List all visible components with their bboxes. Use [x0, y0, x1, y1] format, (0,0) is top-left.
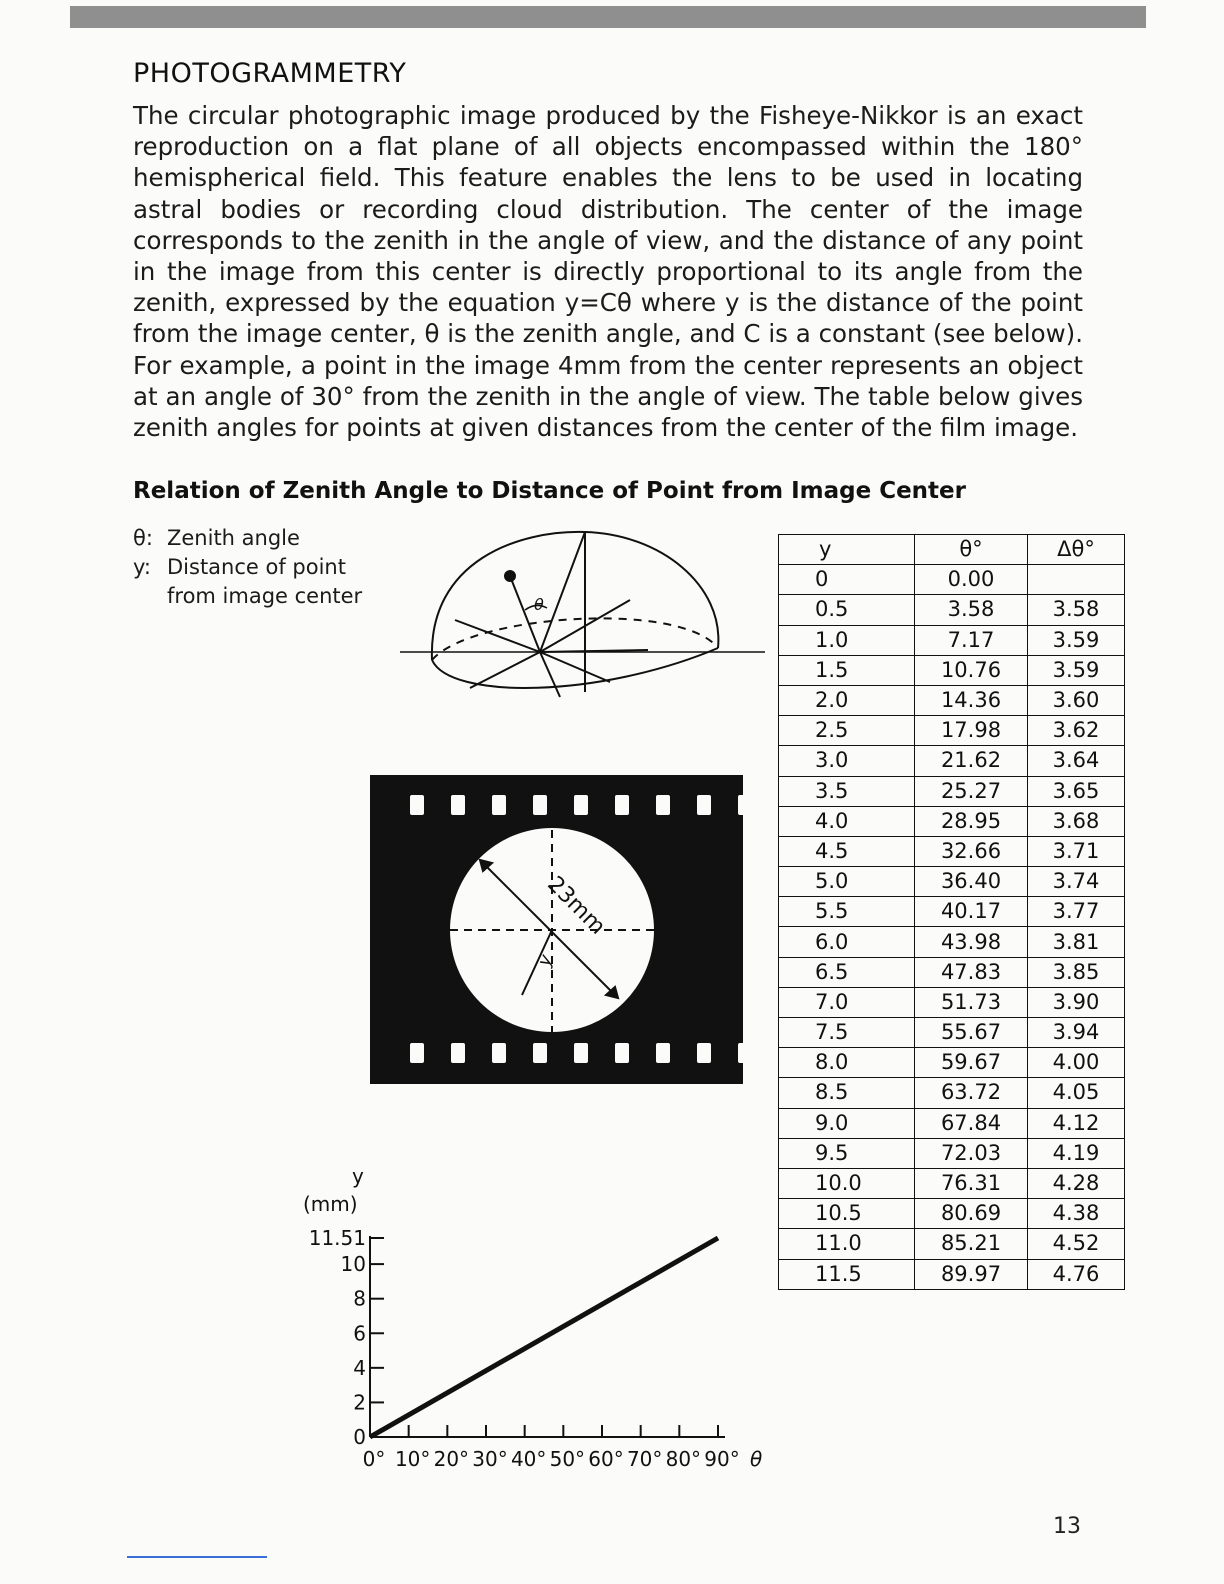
table-row: [779, 1108, 1125, 1138]
film-perforation: [738, 1043, 752, 1063]
cell-y: 5.5: [779, 897, 915, 927]
table-row: [779, 1078, 1125, 1108]
cell-y: 10.5: [779, 1199, 915, 1229]
cell-theta: 47.83: [915, 957, 1028, 987]
cell-theta: 76.31: [915, 1168, 1028, 1198]
footer-rule: [127, 1556, 267, 1558]
cell-theta: 36.40: [915, 867, 1028, 897]
film-perforation: [697, 1043, 711, 1063]
film-23mm-label: 23mm: [542, 871, 611, 940]
cell-theta: 80.69: [915, 1199, 1028, 1229]
cell-y: 7.0: [779, 987, 915, 1017]
cell-theta: 67.84: [915, 1108, 1028, 1138]
cell-delta-theta: 3.81: [1028, 927, 1125, 957]
film-frame: [370, 775, 752, 1084]
cell-y: 1.0: [779, 625, 915, 655]
cell-y: 0: [779, 565, 915, 595]
cell-delta-theta: 4.00: [1028, 1048, 1125, 1078]
cell-y: 11.5: [779, 1259, 915, 1289]
chart-y-tick-label: 6: [353, 1321, 366, 1346]
section-subheading: Relation of Zenith Angle to Distance of Point from Image Center: [133, 478, 966, 504]
cell-theta: 3.58: [915, 595, 1028, 625]
cell-delta-theta: 3.77: [1028, 897, 1125, 927]
cell-y: 8.5: [779, 1078, 915, 1108]
column-header-y: y: [779, 535, 915, 565]
table-row: [779, 565, 1125, 595]
cell-delta-theta: 4.76: [1028, 1259, 1125, 1289]
chart-y-tick-label: 2: [353, 1390, 366, 1415]
cell-theta: 7.17: [915, 625, 1028, 655]
film-perforation: [451, 1043, 465, 1063]
cell-theta: 10.76: [915, 655, 1028, 685]
table-row: [779, 655, 1125, 685]
zenith-angle-table: [778, 534, 1125, 1290]
cell-delta-theta: 3.71: [1028, 836, 1125, 866]
film-perforation: [697, 795, 711, 815]
film-perforation: [656, 795, 670, 815]
cell-theta: 17.98: [915, 716, 1028, 746]
film-perforation: [574, 795, 588, 815]
hemisphere-theta-label: θ: [534, 595, 544, 614]
cell-theta: 55.67: [915, 1018, 1028, 1048]
film-perforation: [492, 1043, 506, 1063]
cell-delta-theta: 4.05: [1028, 1078, 1125, 1108]
film-perforation: [410, 1043, 424, 1063]
cell-y: 3.5: [779, 776, 915, 806]
cell-y: 0.5: [779, 595, 915, 625]
cell-delta-theta: 3.85: [1028, 957, 1125, 987]
cell-theta: 63.72: [915, 1078, 1028, 1108]
cell-y: 10.0: [779, 1168, 915, 1198]
table-row: [779, 776, 1125, 806]
film-perforation: [410, 795, 424, 815]
film-perforation: [533, 1043, 547, 1063]
cell-theta: 40.17: [915, 897, 1028, 927]
cell-delta-theta: 3.60: [1028, 685, 1125, 715]
legend-theta-text: Zenith angle: [167, 526, 300, 550]
chart-x-tick-label: 0°: [362, 1447, 386, 1471]
cell-delta-theta: 3.68: [1028, 806, 1125, 836]
chart-x-tick-label: 30°: [472, 1447, 508, 1471]
chart-x-tick-label: 90°: [704, 1447, 740, 1471]
cell-delta-theta: 3.62: [1028, 716, 1125, 746]
cell-theta: 85.21: [915, 1229, 1028, 1259]
cell-y: 8.0: [779, 1048, 915, 1078]
chart-y-tick-label: 8: [353, 1286, 366, 1311]
cell-delta-theta: [1028, 565, 1125, 595]
table-row: [779, 1018, 1125, 1048]
cell-y: 5.0: [779, 867, 915, 897]
cell-delta-theta: 4.28: [1028, 1168, 1125, 1198]
table-row: [779, 1229, 1125, 1259]
cell-y: 9.5: [779, 1138, 915, 1168]
legend-theta-symbol: θ:: [133, 526, 153, 550]
cell-y: 2.0: [779, 685, 915, 715]
cell-theta: 25.27: [915, 776, 1028, 806]
cell-theta: 14.36: [915, 685, 1028, 715]
film-perforation: [615, 1043, 629, 1063]
chart-y-tick-label: 10: [340, 1252, 366, 1277]
cell-y: 6.0: [779, 927, 915, 957]
zenith-line-chart: [303, 1164, 762, 1471]
chart-x-tick-label: 50°: [549, 1447, 586, 1471]
film-perforation: [656, 1043, 670, 1063]
cell-delta-theta: 3.65: [1028, 776, 1125, 806]
cell-delta-theta: 4.38: [1028, 1199, 1125, 1229]
table-row: [779, 1199, 1125, 1229]
cell-theta: 89.97: [915, 1259, 1028, 1289]
chart-x-tick-label: 10°: [394, 1447, 431, 1471]
table-row: [779, 1138, 1125, 1168]
film-perforation: [574, 1043, 588, 1063]
cell-theta: 72.03: [915, 1138, 1028, 1168]
cell-y: 9.0: [779, 1108, 915, 1138]
chart-ylabel-unit: (mm): [303, 1192, 358, 1216]
chart-y-tick-label: 4: [353, 1355, 366, 1380]
table-row: [779, 1048, 1125, 1078]
cell-theta: 0.00: [915, 565, 1028, 595]
cell-delta-theta: 3.58: [1028, 595, 1125, 625]
cell-y: 1.5: [779, 655, 915, 685]
cell-y: 4.0: [779, 806, 915, 836]
table-row: [779, 746, 1125, 776]
cell-theta: 32.66: [915, 836, 1028, 866]
table-header-row: [779, 535, 1125, 565]
cell-y: 2.5: [779, 716, 915, 746]
cell-y: 4.5: [779, 836, 915, 866]
table-row: [779, 1168, 1125, 1198]
film-perforation: [738, 795, 752, 815]
cell-delta-theta: 3.74: [1028, 867, 1125, 897]
cell-delta-theta: 3.90: [1028, 987, 1125, 1017]
legend-y-text: Distance of point: [167, 555, 346, 579]
table-row: [779, 957, 1125, 987]
cell-theta: 21.62: [915, 746, 1028, 776]
table-row: [779, 927, 1125, 957]
body-paragraph: The circular photographic image produced by the Fisheye-Nikkor is an exact reproduction on a flat plane of all objects encompassed within the 180° hemispherical field. This feature enables the lens to be used in locating astral bodies or recording cloud distribution. The center of the image corresponds to the zenith in the angle of view, and the distance of any point in the image from this center is directly proportional to its angle from the zenith, expressed by the equation y=Cθ where y is the distance of the point from the image center, θ is the zenith angle, and C is a constant (see below). For example, a point in the image 4mm from the center represents an object at an angle of 30° from the zenith in the angle of view. The table below gives zenith angles for points at given distances from the center of the film image.: [133, 101, 1083, 443]
chart-y-tick-label: 0: [353, 1425, 366, 1449]
legend-y-text-cont: from image center: [167, 584, 363, 608]
page-number: 13: [1053, 1514, 1081, 1539]
table-row: [779, 836, 1125, 866]
legend-y-symbol: y:: [133, 555, 151, 579]
cell-theta: 51.73: [915, 987, 1028, 1017]
film-y-label: y: [533, 951, 557, 970]
cell-delta-theta: 3.64: [1028, 746, 1125, 776]
table-row: [779, 867, 1125, 897]
film-perforation: [615, 795, 629, 815]
chart-series-line: [370, 1238, 718, 1437]
cell-delta-theta: 3.59: [1028, 655, 1125, 685]
chart-x-tick-label: 40°: [510, 1447, 547, 1471]
cell-y: 6.5: [779, 957, 915, 987]
column-header-theta: θ°: [915, 535, 1028, 565]
table-row: [779, 987, 1125, 1017]
cell-delta-theta: 4.19: [1028, 1138, 1125, 1168]
film-perforation: [533, 795, 547, 815]
cell-theta: 59.67: [915, 1048, 1028, 1078]
cell-y: 7.5: [779, 1018, 915, 1048]
table-row: [779, 685, 1125, 715]
column-header-delta-theta: Δθ°: [1028, 535, 1125, 565]
film-perforation: [451, 795, 465, 815]
table-row: [779, 716, 1125, 746]
table-row: [779, 595, 1125, 625]
cell-y: 11.0: [779, 1229, 915, 1259]
page-title: PHOTOGRAMMETRY: [133, 58, 407, 89]
table-row: [779, 897, 1125, 927]
cell-theta: 43.98: [915, 927, 1028, 957]
cell-theta: 28.95: [915, 806, 1028, 836]
chart-x-tick-label: 20°: [433, 1447, 470, 1471]
cell-delta-theta: 3.59: [1028, 625, 1125, 655]
film-perforation: [492, 795, 506, 815]
cell-delta-theta: 4.12: [1028, 1108, 1125, 1138]
chart-x-tick-label: 80°: [665, 1447, 702, 1471]
chart-x-tick-label: 60°: [588, 1447, 624, 1471]
table-row: [779, 806, 1125, 836]
cell-y: 3.0: [779, 746, 915, 776]
chart-xlabel: θ: [750, 1447, 763, 1471]
table-row: [779, 625, 1125, 655]
hemisphere-diagram: [400, 532, 765, 697]
table-row: [779, 1259, 1125, 1289]
cell-delta-theta: 3.94: [1028, 1018, 1125, 1048]
cell-delta-theta: 4.52: [1028, 1229, 1125, 1259]
chart-ylabel: y: [352, 1164, 364, 1188]
chart-y-tick-label: 11.51: [308, 1226, 366, 1250]
chart-x-tick-label: 70°: [626, 1447, 663, 1471]
